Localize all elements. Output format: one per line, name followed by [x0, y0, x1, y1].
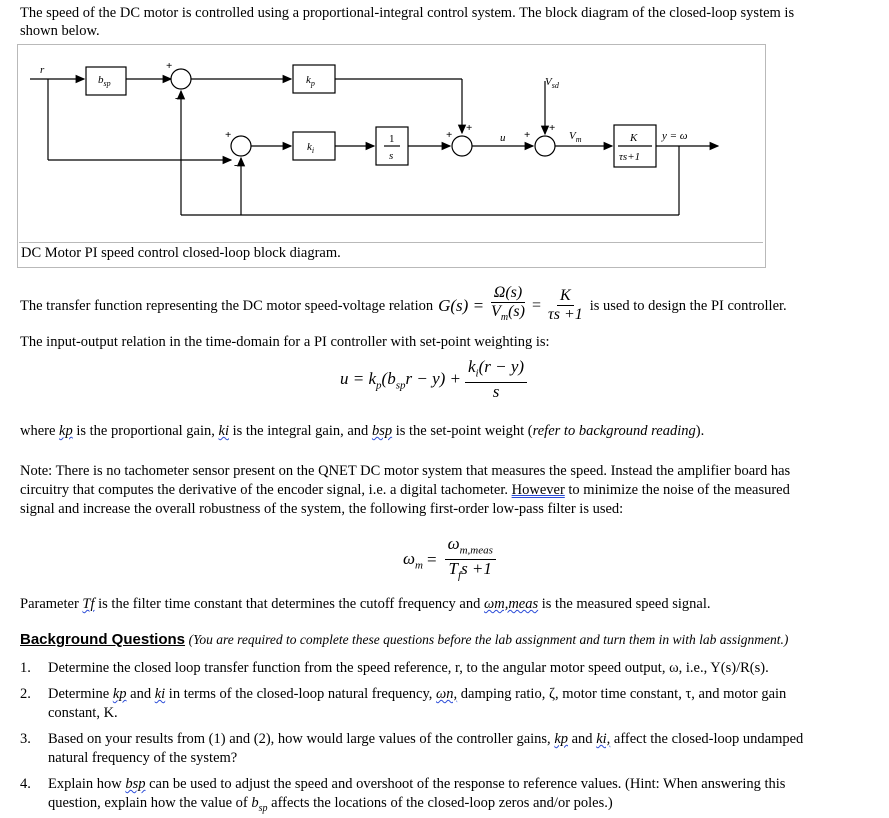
- label-vsd: $V_{sd}$: [545, 76, 559, 90]
- label-int-den: s: [389, 150, 394, 162]
- pi-equation: $u = k_p$ $(b_{sp}r - y)$ + $\frac{k_i(r - y)}{s}$: [340, 358, 531, 401]
- diagram-caption: DC Motor PI speed control closed-loop block diagram.: [21, 245, 341, 261]
- label-vm: $V_m$: [569, 130, 582, 144]
- sum-junction-3: [452, 136, 472, 156]
- kp-symbol: kp: [59, 423, 73, 439]
- note-line-3: signal and increase the overall robustness of the system, the following first-order low-pass filter is used:: [20, 501, 624, 517]
- label-bsp: $b_{sp}$: [98, 74, 111, 88]
- sign-sum1-minus: -: [175, 92, 179, 104]
- intro-line-2: shown below.: [20, 23, 100, 39]
- tf-equals: =: [531, 296, 541, 314]
- tf-fraction-1: $\frac{\Omega(s)}{V_m(s)}$: [491, 284, 525, 324]
- tf-lhs: G(s) =: [438, 295, 485, 315]
- intro-line-1: The speed of the DC motor is controlled using a proportional-integral control system. The block diagram of the closed-loop system is: [20, 5, 795, 21]
- label-ki: $k_i$: [307, 141, 315, 155]
- sign-sum4-plus-top: +: [549, 122, 556, 134]
- label-plant-num: K: [630, 132, 638, 144]
- label-plant-den: τs+1: [619, 151, 641, 163]
- block-diagram-frame: [17, 44, 766, 268]
- tf-lead: The transfer function representing the DC motor speed-voltage relation: [20, 297, 434, 314]
- note-line-2: circuitry that computes the derivative of the encoder signal, i.e. a digital tachometer. However to minimize the noise of the measured: [20, 482, 790, 498]
- sign-sum1-plus: +: [166, 60, 173, 72]
- sign-sum2-plus: +: [225, 129, 232, 141]
- filter-equation: $\omega_m$ = $\frac{\omega_{m,meas}}{T_fs +1}$: [403, 535, 500, 585]
- sum-junction-2: [231, 136, 251, 156]
- tf-tail: is used to design the PI controller.: [589, 297, 787, 314]
- tf-fraction-2: $\frac{K}{\tau s +1}$: [547, 287, 583, 324]
- label-int-num: 1: [389, 133, 395, 145]
- sum-junction-4: [535, 136, 555, 156]
- sign-sum2-minus: -: [234, 159, 238, 171]
- sign-sum4-plus-left: +: [524, 129, 531, 141]
- diagram-caption-box: [19, 242, 763, 265]
- label-u: u: [500, 132, 506, 144]
- bsp-symbol: bsp: [371, 423, 393, 439]
- io-intro: The input-output relation in the time-domain for a PI controller with set-point weighting is:: [20, 334, 550, 350]
- parameter-line: Parameter Tf is the filter time constant that determines the cutoff frequency and ωm,meas is the measured speed signal.: [20, 596, 711, 612]
- label-r: r: [40, 64, 45, 76]
- background-subheading: (You are required to complete these questions before the lab assignment and turn them in with lab assignment.): [188, 632, 789, 647]
- transfer-function-line: [20, 284, 787, 327]
- note-line-1: Note: There is no tachometer sensor present on the QNET DC motor system that measures the speed. Instead the amplifier board has: [20, 463, 791, 479]
- ki-symbol: ki: [218, 423, 229, 439]
- filter-fraction: $\frac{\omega_{m,meas}}{T_fs +1}$: [445, 535, 496, 585]
- label-output: y = ω: [662, 130, 688, 142]
- sign-sum3-plus-left: +: [446, 129, 453, 141]
- background-heading-line: [20, 630, 788, 650]
- sum-junction-1: [171, 69, 191, 89]
- where-line: where kp is the proportional gain, ki is the integral gain, and bsp is the set-point weight (refer to background reading).: [20, 423, 705, 439]
- background-heading: Background Questions: [20, 631, 186, 648]
- pi-fraction: $\frac{k_i(r - y)}{s}$: [465, 358, 527, 401]
- block-diagram: [18, 45, 763, 242]
- sign-sum3-plus-top: +: [466, 122, 473, 134]
- label-kp: $k_p$: [306, 74, 315, 88]
